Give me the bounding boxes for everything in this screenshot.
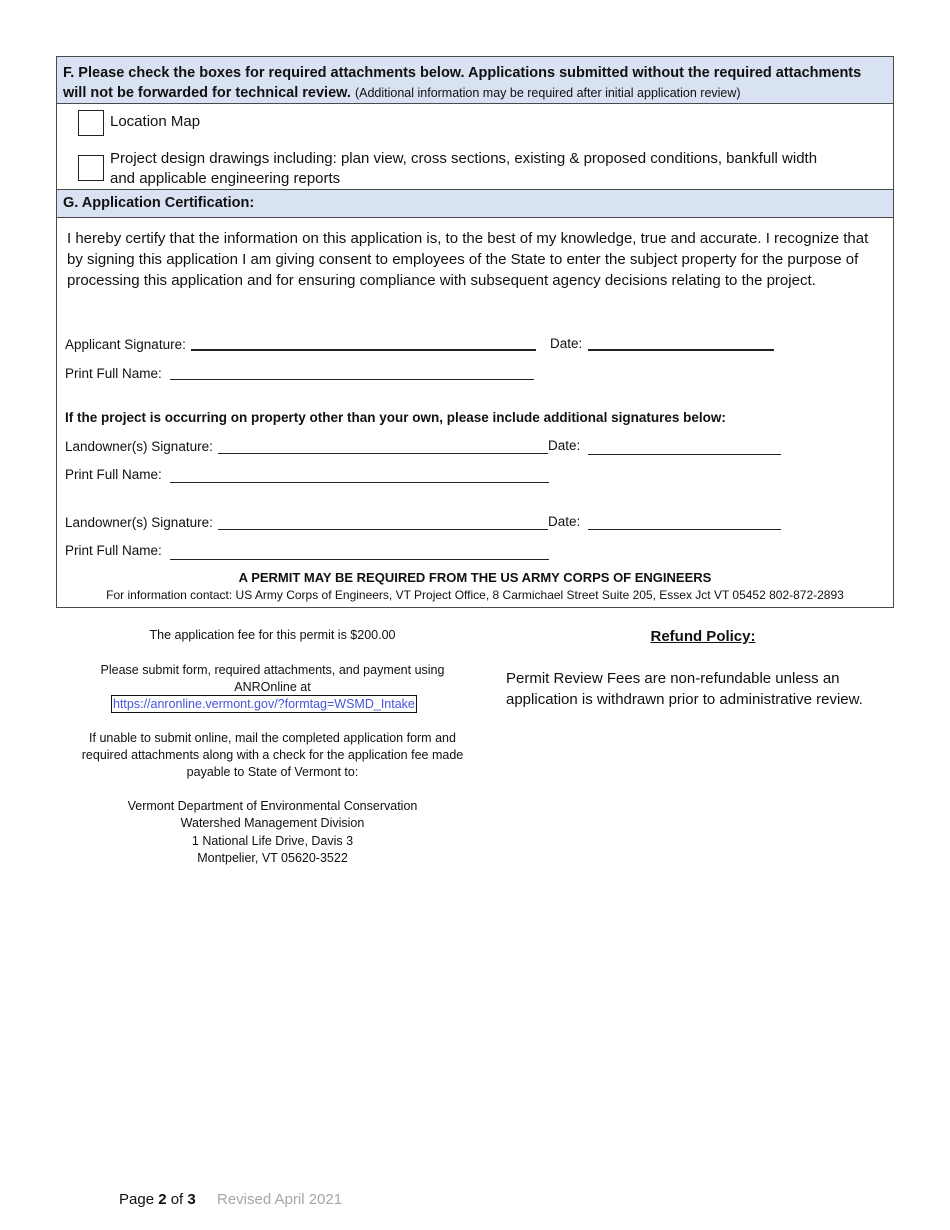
divider xyxy=(57,217,893,218)
page-total: 3 xyxy=(187,1191,196,1208)
page-prefix: Page xyxy=(119,1191,159,1208)
army-corps-heading: A PERMIT MAY BE REQUIRED FROM THE US ARMY CORPS OF ENGINEERS xyxy=(238,570,712,585)
section-f-title: F. Please check the boxes for required attachments below. Applications submitted without the required attachments will not be forwarded for technical review. xyxy=(63,65,862,101)
landowner-1-print-name-label: Print Full Name: xyxy=(65,467,162,482)
refund-policy-title: Refund Policy: xyxy=(650,628,756,645)
applicant-date-line[interactable] xyxy=(588,349,774,351)
design-drawings-checkbox[interactable] xyxy=(78,155,104,181)
landowner-2-date-line[interactable] xyxy=(588,529,781,530)
landowner-1-print-name-line[interactable] xyxy=(170,482,549,483)
landowner-1-signature-line[interactable] xyxy=(218,453,548,454)
applicant-signature-label: Applicant Signature: xyxy=(65,337,186,352)
design-drawings-label: Project design drawings including: plan view, cross sections, existing & proposed conditions, bankfull width and applicable engineering reports xyxy=(110,150,818,187)
section-f-header xyxy=(57,57,893,103)
landowner-2-print-name-line[interactable] xyxy=(170,559,549,560)
section-g-header xyxy=(57,190,893,217)
fee-text: The application fee for this permit is $200.00 xyxy=(149,628,396,642)
landowner-1-signature-label: Landowner(s) Signature: xyxy=(65,439,213,454)
certification-statement: I hereby certify that the information on this application is, to the best of my knowledge, true and accurate. I recognize that by signing this application I am giving consent to employees of the State to enter the subject property for the purpose of processing this application and for ensuring compliance with subsequent agency decisions relating to the project. xyxy=(67,230,869,289)
revised-date: Revised April 2021 xyxy=(217,1191,343,1208)
landowner-1-date-label: Date: xyxy=(548,438,581,453)
landowner-2-print-name-label: Print Full Name: xyxy=(65,543,162,558)
submit-instructions: Please submit form, required attachments, and payment using ANROnline at xyxy=(100,663,445,694)
anronline-link[interactable]: https://anronline.vermont.gov/?formtag=WSMD_Intake xyxy=(113,697,415,711)
landowner-2-signature-label: Landowner(s) Signature: xyxy=(65,515,213,530)
section-f-note: (Additional information may be required after initial application review) xyxy=(354,86,741,100)
page-current: 2 xyxy=(158,1191,167,1208)
anronline-link-box[interactable] xyxy=(111,695,417,713)
other-property-note: If the project is occurring on property other than your own, please include additional signatures below: xyxy=(65,410,726,425)
applicant-print-name-line[interactable] xyxy=(170,379,534,380)
applicant-signature-line[interactable] xyxy=(191,349,536,351)
landowner-2-signature-line[interactable] xyxy=(218,529,548,530)
address-line: 1 National Life Drive, Davis 3 xyxy=(191,833,354,848)
page-of: of xyxy=(166,1191,188,1208)
address-line: Watershed Management Division xyxy=(180,816,365,831)
location-map-checkbox[interactable] xyxy=(78,110,104,136)
address-line: Montpelier, VT 05620-3522 xyxy=(197,850,348,865)
refund-policy-text: Permit Review Fees are non-refundable unless an application is withdrawn prior to administrative review. xyxy=(506,670,863,708)
landowner-1-date-line[interactable] xyxy=(588,454,781,455)
landowner-2-date-label: Date: xyxy=(548,514,581,529)
divider xyxy=(57,103,893,104)
applicant-date-label: Date: xyxy=(550,336,583,351)
section-g-title: G. Application Certification: xyxy=(63,195,255,211)
applicant-print-name-label: Print Full Name: xyxy=(65,366,162,381)
address-line: Vermont Department of Environmental Conservation xyxy=(127,799,418,813)
location-map-label: Location Map xyxy=(110,113,201,130)
mail-instructions: If unable to submit online, mail the completed application form and required attachments along with a check for the application fee made payable to State of Vermont to: xyxy=(81,731,464,779)
mailing-address xyxy=(70,798,475,867)
page-number xyxy=(119,1191,196,1208)
army-corps-contact: For information contact: US Army Corps of Engineers, VT Project Office, 8 Carmichael Street Suite 205, Essex Jct VT 05452 802-872-2893 xyxy=(106,588,844,602)
